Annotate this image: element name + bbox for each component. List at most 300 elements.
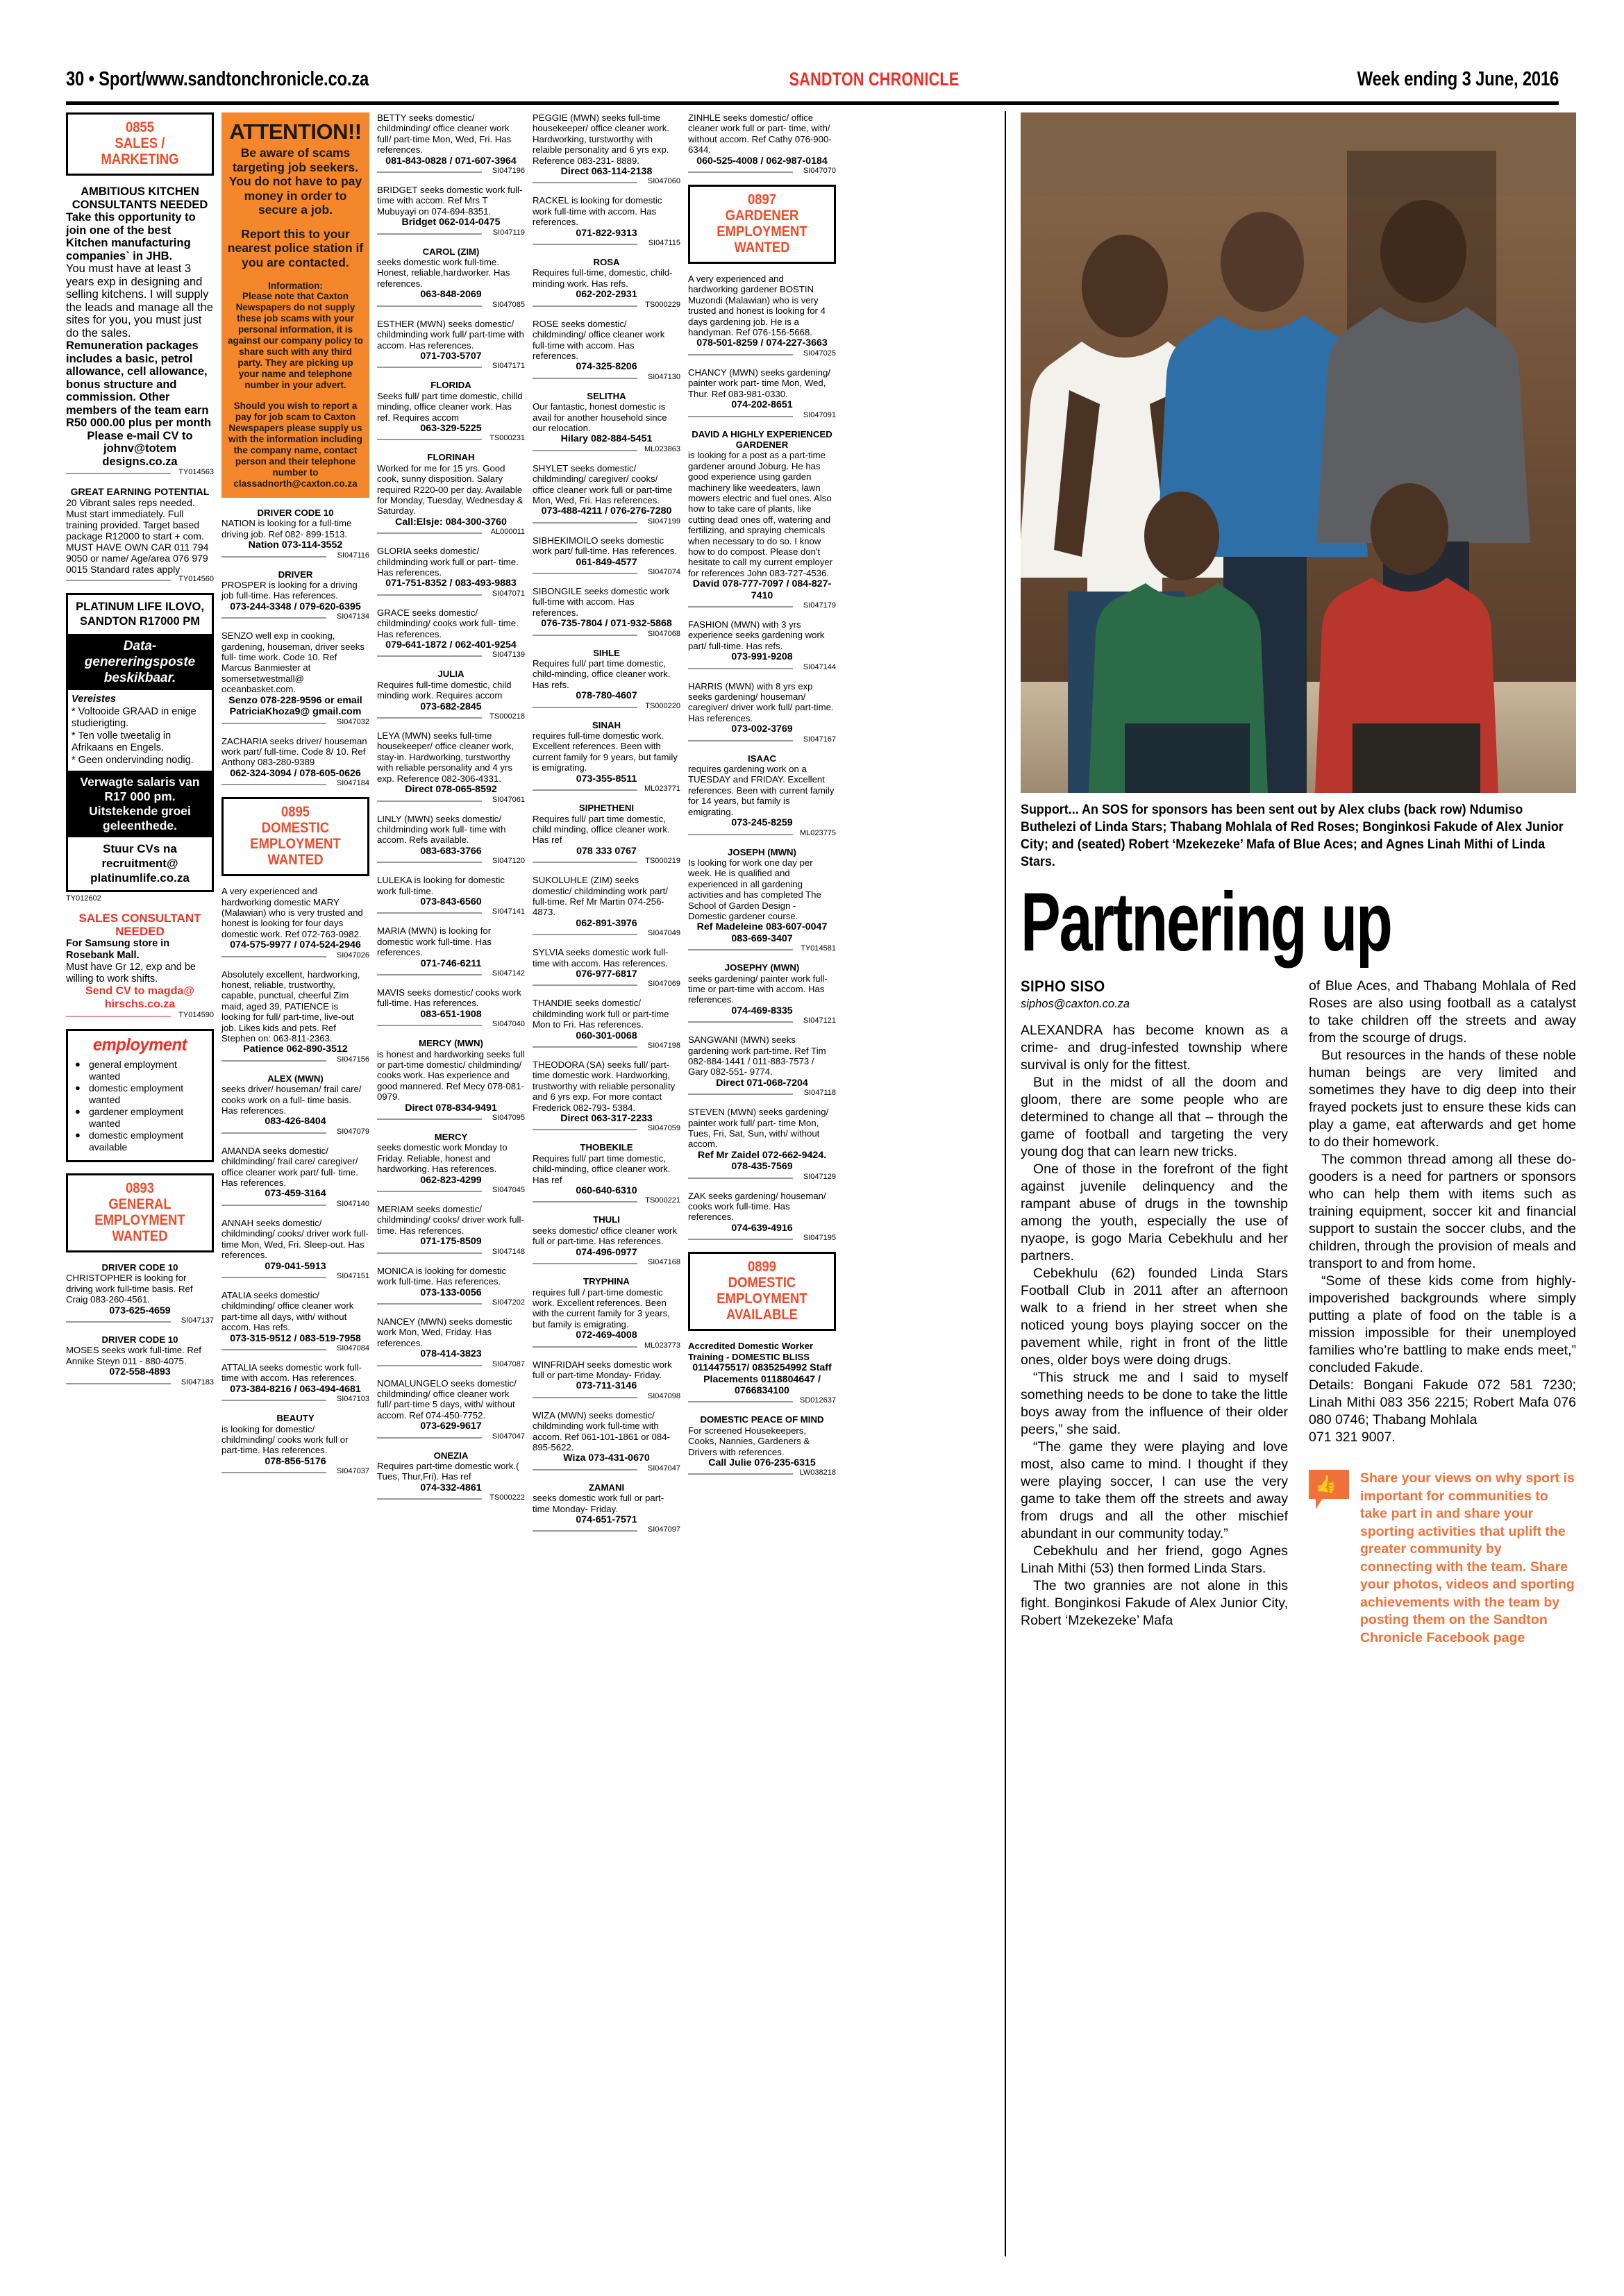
- ad-title: TRYPHINA: [583, 1276, 630, 1287]
- ad-bostin: [688, 274, 836, 358]
- ad-siphetheni: [533, 803, 680, 866]
- classifieds-column-5: [688, 112, 836, 2265]
- ad-reference: SI047199: [533, 517, 680, 526]
- section-header-0897: [688, 185, 836, 264]
- ad-reference: SI047069: [533, 980, 680, 989]
- ad-theodora: [533, 1059, 680, 1133]
- ad-title: JOSEPH (MWN): [728, 846, 796, 857]
- ad-title: JULIA: [437, 669, 464, 680]
- section-title: DOMESTIC EMPLOYMENT WANTED: [250, 820, 341, 869]
- ad-reference: SI047049: [533, 929, 680, 938]
- ad-thobekile: [533, 1142, 680, 1205]
- ad-phone: Direct 078-834-9491: [405, 1102, 497, 1114]
- ad-reference: ML023773: [533, 1341, 680, 1350]
- ad-driver-christopher: [66, 1262, 214, 1325]
- ad-body: seeks domestic/ office cleaner work full or part-time. Has references.: [533, 1225, 677, 1247]
- ad-requirement-3: * Geen ondervinding nodig.: [72, 754, 194, 766]
- ad-harris: [688, 681, 836, 744]
- ad-body: SIBHEKIMOILO seeks domestic work part/ full-time. Has references.: [533, 535, 678, 557]
- ad-phone: Ref Mr Zaidel 072-662-9424. 078-435-7569: [697, 1149, 827, 1173]
- ad-reference: SI047074: [533, 568, 680, 577]
- ad-phone: Ref Madeleine 083-607-0047 083-669-3407: [696, 921, 828, 944]
- ad-reference: SI047047: [377, 1432, 525, 1441]
- ad-david-gardener: [688, 429, 836, 611]
- ad-body: Requires part-time domestic work.( Tues, Thur,Fri). Has ref: [377, 1460, 519, 1482]
- ad-reference: TS000222: [377, 1493, 525, 1502]
- ad-body: WINFRIDAH seeks domestic work full or part-time Monday- Friday.: [533, 1359, 672, 1380]
- ad-mary: [221, 886, 369, 960]
- ad-title: DRIVER: [278, 569, 313, 580]
- ad-body: Requires full-time, domestic, child-minding work. Has refs.: [533, 267, 673, 289]
- ad-phone: Senzo 078-228-9596 or email PatriciaKhoza9@ gmail.com: [228, 694, 362, 718]
- ad-body: is honest and hardworking seeks full or part-time domestic/ childminding/ cooks work. Has experience and good mannered. Ref Mecy 078-081-0979.: [377, 1048, 525, 1103]
- ad-contact: Stuur CVs na recruitment@ platinumlife.co.za: [90, 842, 190, 885]
- section-header-0895: [221, 797, 369, 876]
- ad-contact: Send CV to magda@ hirschs.co.za: [85, 985, 194, 1010]
- ad-peggie: [533, 112, 680, 186]
- ad-reference: SI047068: [533, 630, 680, 639]
- ad-zak: [688, 1191, 836, 1243]
- ad-mavis: [377, 987, 525, 1029]
- ad-maria: [377, 925, 525, 978]
- ad-phone: 063-848-2069: [420, 289, 482, 301]
- article-paragraph: Cebekhulu (62) founded Linda Stars Football Club in 2011 after an afternoon walk to a friend in her street when she noticed young boys playing soccer on the pavement while, right in front of the little ones, older boys were doing drugs.: [1021, 1266, 1288, 1368]
- ad-reference: SI047079: [221, 1128, 369, 1137]
- ad-reference: SI047142: [377, 969, 525, 978]
- ad-reference: SI047129: [688, 1173, 836, 1182]
- ad-reference: SI047120: [377, 857, 525, 866]
- ad-phone: 083-651-1908: [420, 1008, 482, 1020]
- masthead-rule: [66, 101, 1559, 105]
- ad-selitha: [533, 391, 680, 454]
- ad-reference: ML023775: [688, 829, 836, 838]
- ad-body: FASHION (MWN) with 3 yrs experience seeks gardening work part/ full-time. Has refs.: [688, 619, 825, 651]
- ad-phone: 078-780-4607: [576, 690, 637, 702]
- ad-body: is looking for a post as a part-time gardener around Joburg. He has good experience using garden machinery like weedeaters, lawn mowers electric and fuel ones. Also how to take care of plants, like cutting dead ones off, watering and fertilizing, and spraying chemicals when necessary to do so. I know how to do compost. Please don't hesitate to call my current employer for references John 083-727-4536.: [688, 450, 833, 578]
- ad-phone: 073-002-3769: [731, 723, 793, 735]
- ad-phone: 078-501-8259 / 074-227-3663: [696, 337, 828, 349]
- ad-reference: TS000221: [533, 1196, 680, 1205]
- ad-title: THOBEKILE: [580, 1142, 633, 1153]
- ad-linly: [377, 814, 525, 866]
- ad-title: JOSEPHY (MWN): [724, 962, 800, 973]
- ad-leya: [377, 730, 525, 804]
- ad-body: GRACE seeks domestic/ childminding/ cooks work full- time. Has references.: [377, 607, 519, 639]
- ad-body: MOSES seeks work full-time. Ref Annike Steyn 011 - 880-4075.: [66, 1345, 201, 1366]
- article-paragraph: “Some of these kids come from highly-impoverished backgrounds where simply putting a plate of food on the table is a mission impossible for their unemployed families who’re battling to make ends meet,” concluded Fakude.: [1309, 1273, 1576, 1375]
- article-paragraph: The common thread among all these do-gooders is a need for partners or sponsors who can help them with items such as training equipment, soccer kit and financial support to sustain the soccer clubs, and the children, through the provision of meals and transport to and from home.: [1309, 1152, 1576, 1271]
- ad-title: ONEZIA: [433, 1450, 469, 1461]
- ad-body: A very experienced and hardworking domestic MARY (Malawian) who is very trusted and honest is looking for four days domestic work. Ref 072-763-0982.: [221, 886, 363, 939]
- ad-reference: SI047059: [533, 1124, 680, 1133]
- ad-phone: 073-711-3146: [576, 1380, 637, 1392]
- section-number: 0893: [125, 1180, 155, 1196]
- ad-phone: 083-426-8404: [265, 1116, 326, 1128]
- thumbs-up-speech-bubble-icon: 👍: [1309, 1470, 1352, 1506]
- ad-reference: SI047103: [221, 1395, 369, 1404]
- ad-body: seeks domestic work Monday to Friday. Reliable, honest and hardworking. Has references.: [377, 1142, 508, 1175]
- list-item: ● domestic employment available: [72, 1130, 208, 1153]
- article-paragraph: One of those in the forefront of the fight against juvenile delinquency and the rampant abuse of drugs in the township among the youth, especially the use of nyaope, is gogo Maria Cebekhulu and her partners.: [1021, 1162, 1288, 1264]
- ad-body: Requires full-time domestic, child minding work. Requires accom: [377, 679, 512, 701]
- ad-reference: SI047087: [377, 1360, 525, 1369]
- ad-phone: Direct 063-317-2233: [560, 1113, 653, 1125]
- ad-phone: 062-202-2931: [576, 289, 637, 301]
- section-number: 0895: [281, 804, 310, 821]
- ad-phone: Call Julie 076-235-6315: [708, 1457, 816, 1468]
- ad-wiza: [533, 1410, 680, 1473]
- ad-reference: TY012602: [66, 894, 101, 903]
- ad-reference: SI047196: [377, 167, 525, 176]
- classifieds-column-2: [221, 112, 369, 2265]
- ad-phone: 073-488-4211 / 076-276-7280: [541, 505, 672, 517]
- ad-phone: Patience 062-890-3512: [243, 1044, 348, 1055]
- ad-phone: 073-682-2845: [420, 701, 482, 712]
- ad-banner: Data-genereringsposte beskikbaar.: [68, 634, 212, 690]
- ad-joseph: [688, 847, 836, 954]
- ad-gloria: [377, 546, 525, 598]
- ad-reference: SI047098: [533, 1392, 680, 1401]
- ad-phone: 062-324-3094 / 078-605-0626: [230, 767, 361, 779]
- ad-body: MERIAM seeks domestic/ childminding/ cooks/ driver work full-time. Has references.: [377, 1204, 524, 1236]
- ad-requirement-2: * Ten volle tweetalig in Afrikaans en Engels.: [72, 730, 171, 753]
- article-paragraph: “This struck me and I said to myself something needs to be done to take the little boys away from the influence of their older peers,” she said.: [1021, 1370, 1288, 1437]
- ad-body: seeks driver/ houseman/ frail care/ cooks work on a full- time basis. Has references.: [221, 1084, 362, 1116]
- ad-rose: [533, 319, 680, 382]
- ad-fashion: [688, 619, 836, 672]
- ad-phone: 076-735-7804 / 071-932-5868: [541, 618, 672, 630]
- section-number: 0899: [747, 1259, 777, 1275]
- vertical-divider: [1005, 111, 1006, 2256]
- ad-phone: 060-640-6310: [576, 1185, 637, 1197]
- article-paragraph: “The game they were playing and love most, also came to mind. I thought if they were playing soccer, I can use the very game to take them off the streets and away from drugs and all the other mischief abundant in our community today.”: [1021, 1439, 1288, 1541]
- ad-nancey: [377, 1316, 525, 1369]
- ad-title: GREAT EARNING POTENTIAL: [70, 486, 210, 497]
- feature-photo: [1021, 112, 1576, 793]
- ad-rackel: [533, 195, 680, 248]
- ad-title: FLORINAH: [427, 452, 475, 463]
- section-number: 0855: [125, 119, 155, 135]
- ad-body: For screened Housekeepers, Cooks, Nannies, Gardeners & Drivers with references.: [688, 1425, 810, 1457]
- ad-phone: Hilary 082-884-5451: [560, 433, 653, 445]
- ad-body: BETTY seeks domestic/ childminding/ office cleaner work full/ part-time Mon, Wed, Fri. Has references.: [377, 112, 512, 156]
- ad-phone: 083-683-3766: [420, 845, 482, 857]
- attention-info-body: Please note that Caxton Newspapers do not supply these job scams with your personal information, it is against our company policy to share such with any third party. They are picking up your name and telephone number in your advert.: [227, 291, 364, 390]
- ad-reference: SI047115: [533, 239, 680, 248]
- article-headline: Partnering up: [1021, 875, 1391, 969]
- ad-mercy-mwn: [377, 1038, 525, 1123]
- ad-reference: SI047195: [688, 1234, 836, 1243]
- ad-steven: [688, 1107, 836, 1181]
- ad-sibongile: [533, 586, 680, 639]
- ad-phone: David 078-777-7097 / 084-827-7410: [692, 578, 832, 601]
- ad-reference: TY014581: [688, 944, 836, 953]
- ad-body: LULEKA is looking for domestic work full-time.: [377, 875, 505, 896]
- ad-reference: SI047183: [66, 1378, 214, 1387]
- ad-body: ESTHER (MWN) seeks domestic/ childminding work full/ part-time with accom. Has references.: [377, 318, 524, 351]
- ad-body: NATION is looking for a full-time driving job. Ref 082- 899-1513.: [221, 518, 352, 539]
- ad-body: 20 Vibrant sales reps needed. Must start immediately. Full training provided. Target based package R12000 to start + com. MUST HAVE OWN CAR 011 794 9050 or name/ Age/area 076 979 0015 Standard rates apply: [66, 497, 209, 575]
- ad-amanda: [221, 1146, 369, 1209]
- ad-grace: [377, 607, 525, 660]
- ad-nomalungelo: [377, 1378, 525, 1441]
- ad-body: Requires full/ part time domestic, child-minding, office cleaner work. Has refs.: [533, 658, 671, 690]
- ad-title: SIPHETHENI: [578, 803, 635, 814]
- list-item: ● general employment wanted: [72, 1059, 208, 1082]
- ad-body: requires full-time domestic work. Excellent references. Been with current family for 9 years, but family is emigrating.: [533, 730, 678, 773]
- ad-shylet: [533, 463, 680, 526]
- ad-phone: Direct 078-065-8592: [405, 784, 497, 796]
- ad-phone: 076-977-6817: [576, 968, 637, 980]
- ad-sinah: [533, 720, 680, 794]
- ad-contact: Please e-mail CV to johnv@totem designs.co.za: [87, 429, 193, 468]
- ad-title: CAROL (ZIM): [422, 246, 480, 257]
- ad-reference: LW038218: [688, 1468, 836, 1477]
- ad-winfridah: [533, 1359, 680, 1401]
- ad-annah: [221, 1218, 369, 1281]
- ad-reference: SI047198: [533, 1041, 680, 1050]
- ad-body: SHYLET seeks domestic/ childminding/ caregiver/ cooks/ office cleaner work full or part-time Mon, Wed, Fri. Has references.: [533, 462, 673, 505]
- ad-body: NOMALUNGELO seeks domestic/ childminding/ office cleaner work full/ part-time 5 days, with/ without accom. Ref 074-450-7752.: [377, 1377, 517, 1421]
- ad-betty: [377, 112, 525, 176]
- ad-body: CHANCY (MWN) seeks gardening/ painter work part- time Mon, Wed, Thur. Ref 083-981-0330.: [688, 367, 830, 399]
- list-item: ● gardener employment wanted: [72, 1106, 208, 1129]
- ad-body: PROSPER is looking for a driving job full-time. Has references.: [221, 580, 358, 601]
- ad-title: SIHLE: [593, 647, 620, 658]
- ad-phone: Nation 073-114-3552: [248, 539, 343, 551]
- ad-phone: 073-625-4659: [109, 1305, 171, 1316]
- attention-lead: Be aware of scams targeting job seekers. You do not have to pay money in order to secure a job.: [228, 146, 362, 217]
- ad-body: HARRIS (MWN) with 8 yrs exp seeks gardening/ houseman/ caregiver/ driver work full/ part-time. Has references.: [688, 680, 834, 723]
- ad-reference: SI047047: [533, 1464, 680, 1473]
- article-paragraph: ALEXANDRA has become known as a crime- and drug-infested township where survival is only for the fittest.: [1021, 1023, 1288, 1073]
- ad-body: RACKEL is looking for domestic work full-time with accom. Has references.: [533, 195, 662, 228]
- ad-phone: 081-843-0828 / 071-607-3964: [385, 155, 517, 167]
- attention-scam-warning-box: [221, 112, 369, 498]
- ad-reference: TS000219: [533, 857, 680, 866]
- ad-title: DRIVER CODE 10: [101, 1262, 178, 1273]
- ad-reference: SI047137: [66, 1316, 214, 1325]
- ad-bold-2: Remuneration packages includes a basic, petrol allowance, cell allowance, bonus structure and commission. Other members of the team earn R50 000.00 plus per month: [66, 340, 212, 429]
- ad-great-earning-potential: [66, 486, 214, 584]
- ad-reference: TS000229: [533, 301, 680, 310]
- ad-title: DRIVER CODE 10: [101, 1334, 178, 1346]
- attention-lead-2: Report this to your nearest police station if you are contacted.: [227, 226, 364, 269]
- ad-rosa: [533, 257, 680, 310]
- ad-body: SUKOLUHLE (ZIM) seeks domestic/ childminding work part/ full-time. Ref Mr Martin 074-256-4873.: [533, 875, 668, 918]
- ad-title: MERCY: [434, 1132, 468, 1143]
- ad-phone: Wiza 073-431-0670: [563, 1452, 650, 1464]
- article-paragraph: The two grannies are not alone in this fight. Bonginkosi Fakude of Alex Junior City, Robert ‘Mzekezeke’ Mafa: [1021, 1578, 1288, 1628]
- ad-reference: SI047202: [377, 1298, 525, 1307]
- ad-body: WIZA (MWN) seeks domestic/ childminding work full-time with accom. Ref 061-101-1861 or 084-895-5622.: [533, 1409, 670, 1452]
- ad-phone: 073-315-9512 / 083-519-7958: [230, 1332, 361, 1344]
- ad-julia: [377, 669, 525, 721]
- ad-phone: 078-856-5176: [265, 1455, 326, 1467]
- ad-body: Requires full/ part time domestic, child-minding, office cleaner work. Has ref: [533, 1153, 671, 1185]
- masthead: [66, 59, 1559, 99]
- ad-title: ZAMANI: [588, 1482, 625, 1493]
- ad-body: seeks domestic work full-time. Honest, reliable,hardworker. Has references.: [377, 257, 510, 289]
- ad-body: Seeks full/ part time domestic, chilld minding, office cleaner work. Has ref. Requires accom: [377, 390, 523, 423]
- masthead-date: Week ending 3 June, 2016: [1357, 67, 1559, 90]
- classifieds-column-4: [533, 112, 680, 2265]
- ad-title: ROSA: [593, 257, 620, 268]
- ad-bold: For Samsung store in Rosebank Mall.: [66, 938, 170, 961]
- ad-body: Worked for me for 15 yrs. Good cook, sunny disposition. Salary required R220-00 per day. Available for Monday, Tuesday, Wednesday & Saturday.: [377, 462, 524, 517]
- ad-onezia: [377, 1450, 525, 1503]
- ad-reference: SI047140: [221, 1200, 369, 1209]
- ad-body: AMANDA seeks domestic/ childminding/ frail care/ caregiver/ office cleaner work part/ full- time. Has references.: [221, 1145, 358, 1189]
- ad-phone: 074-325-8206: [576, 361, 637, 373]
- ad-phone: 078-414-3823: [420, 1348, 482, 1360]
- ad-title: DAVID A HIGHLY EXPERIENCED GARDENER: [692, 428, 832, 450]
- ad-phone: 073-629-9617: [420, 1421, 482, 1432]
- ad-phone: 074-575-9977 / 074-524-2946: [230, 939, 361, 951]
- ad-reference: SI047179: [688, 601, 836, 610]
- ad-phone: 073-459-3164: [265, 1188, 326, 1200]
- ad-body: ANNAH seeks domestic/ childminding/ cooks/ driver work full-time Mon, Wed, Fri. Sleep-out. Has references.: [221, 1217, 369, 1261]
- ad-carol: [377, 246, 525, 310]
- ad-reference: SI047168: [533, 1258, 680, 1267]
- ad-reference: SI047144: [688, 663, 836, 672]
- ad-reference: SI047040: [377, 1020, 525, 1029]
- ad-title: SALES CONSULTANT NEEDED: [78, 912, 201, 938]
- ad-phone: Direct 071-068-7204: [716, 1077, 808, 1089]
- ad-body: SANGWANI (MWN) seeks gardening work part-time. Ref Tim 082-884-1441 / 011-883-7573 / Gary 082-551- 9774.: [688, 1034, 826, 1078]
- ad-platinum-life: [66, 593, 214, 892]
- ad-luleka: [377, 875, 525, 916]
- ad-reference: SI047045: [377, 1186, 525, 1195]
- ad-sangwani: [688, 1034, 836, 1098]
- section-title: GENERAL EMPLOYMENT WANTED: [94, 1196, 185, 1244]
- ad-thuli: [533, 1214, 680, 1267]
- ad-body: Our fantastic, honest domestic is avail for another household since our relocation.: [533, 401, 667, 433]
- ad-heading: PLATINUM LIFE ILOVO, SANDTON R17000 PM: [76, 601, 204, 628]
- ad-reference: TS000231: [377, 434, 525, 443]
- ad-phone: 0114475517/ 0835254992 Staff Placements 0118804647 / 0766834100: [692, 1362, 832, 1396]
- ad-reference: TY014563: [66, 468, 214, 477]
- ad-title: DOMESTIC PEACE OF MIND: [700, 1414, 824, 1425]
- ad-reference: SI047148: [377, 1248, 525, 1257]
- ad-title: ALEX (MWN): [267, 1073, 324, 1084]
- ad-reference: TS000220: [533, 702, 680, 711]
- ad-reference: SI047130: [533, 373, 680, 382]
- ad-reference: SI047141: [377, 907, 525, 916]
- ad-phone: 062-823-4299: [420, 1174, 482, 1186]
- ad-reference: SI047084: [221, 1344, 369, 1353]
- ad-kitchen-consultant: [66, 185, 214, 477]
- ad-phone: 071-822-9313: [576, 227, 637, 239]
- ad-isaac: [688, 753, 836, 838]
- ad-title: SINAH: [592, 719, 621, 730]
- ad-reference: SI047171: [377, 362, 525, 371]
- ad-body: MAVIS seeks domestic/ cooks work full-time. Has references.: [377, 987, 521, 1009]
- ad-body: ZINHLE seeks domestic/ office cleaner work full or part- time, with/ without accom. Ref Cathy 076-900-6344.: [688, 112, 832, 156]
- ad-phone: 060-525-4008 / 062-987-0184: [696, 155, 828, 167]
- ad-attalia: [221, 1362, 369, 1404]
- ad-reference: TY014590: [66, 1011, 214, 1020]
- ad-body: THANDIE seeks domestic/ childminding work full or part-time Mon to Fri. Has references.: [533, 998, 669, 1030]
- ad-salary-banner: Verwagte salaris van R17 000 pm. Uitstekende groei geleenthede.: [68, 771, 212, 837]
- ad-reference: SI047118: [688, 1089, 836, 1098]
- ad-phone: 071-703-5707: [420, 350, 482, 362]
- ad-requirements-heading: Vereistes: [72, 694, 116, 705]
- ad-title: FLORIDA: [430, 380, 471, 391]
- ad-plain: Must have Gr 12, exp and be willing to work shifts.: [66, 962, 196, 984]
- section-header-0893: [66, 1173, 214, 1252]
- ad-alex: [221, 1073, 369, 1137]
- ad-reference: SI047025: [688, 349, 836, 358]
- ad-title: ISAAC: [747, 753, 777, 764]
- ad-sihle: [533, 648, 680, 711]
- ad-body: ATTALIA seeks domestic work full-time with accom. Has references.: [221, 1361, 362, 1384]
- ad-phone: Call:Elsje: 084-300-3760: [395, 516, 507, 528]
- ad-reference: SD012637: [688, 1396, 836, 1405]
- ad-reference: SI047151: [221, 1272, 369, 1281]
- ad-body: THEODORA (SA) seeks full/ part-time domestic work. Hardworking, trustworthy with reliable personality and 6 yrs exp. For more contact Frederick 082-793- 5384.: [533, 1059, 676, 1113]
- ad-body: ZAK seeks gardening/ houseman/ cooks work full-time. Has references.: [688, 1190, 826, 1223]
- ad-phone: 071-746-6211: [420, 957, 482, 969]
- ad-reference: SI047071: [377, 589, 525, 598]
- ad-body: ROSE seeks domestic/ childminding/ office cleaner work full-time with accom. Has references.: [533, 318, 665, 361]
- article-contact-details: Details: Bongani Fakude 072 581 7230; Linah Mithi 083 356 2215; Robert Mafa 076 080 0746; Thabang Mohlala: [1309, 1377, 1576, 1427]
- photo-caption: Support... An SOS for sponsors has been sent out by Alex clubs (back row) Ndumiso Buthelezi of Linda Stars; Thabang Mohlala of Red Roses; Bonginkosi Fakude of Alex Junior City; and (seated) Robert ‘Mzekezeke’ Mafa of Blue Aces; and Agnes Linah Mithi of Linda Stars.: [1021, 802, 1564, 869]
- ad-reference: SI047095: [377, 1114, 525, 1123]
- article-contact-details: 071 321 9007.: [1309, 1430, 1396, 1445]
- ad-phone: 073-244-3348 / 079-620-6395: [230, 601, 361, 612]
- ad-body: SENZO well exp in cooking, gardening, houseman, driver seeks full- time work. Code 10. Ref Marcus Banmiester at somersetwestmall@ oceanbasket.com.: [221, 630, 365, 695]
- ad-reference: SI047184: [221, 779, 369, 788]
- ad-reference: SI047070: [688, 167, 836, 176]
- ad-title: SELITHA: [587, 390, 626, 401]
- article-column-right: [1309, 978, 1576, 1647]
- ad-phone: 074-202-8651: [731, 399, 793, 411]
- ad-florinah: [377, 452, 525, 537]
- ad-body: A very experienced and hardworking gardener BOSTIN Muzondi (Malawian) who is very trusted and honest is looking for 4 days gardening job. He is a handyman. Ref 076-156-5668.: [688, 274, 826, 338]
- attention-info-body-2: Should you wish to report a pay for job scam to Caxton Newspapers please supply us with the information including the company name, contact person and their telephone number to classadnorth@caxton.co.za: [228, 401, 362, 489]
- ad-senzo: [221, 630, 369, 726]
- ad-bridget: [377, 185, 525, 237]
- ad-phone: 073-355-8511: [576, 773, 637, 785]
- ad-reference: SI047097: [533, 1525, 680, 1534]
- ad-phone: 060-301-0068: [576, 1030, 637, 1041]
- ad-josephy: [688, 962, 836, 1025]
- ad-requirement-1: * Voltooide GRAAD in enige studierigting.: [72, 705, 196, 729]
- ad-phone: 079-641-1872 / 062-401-9254: [385, 639, 517, 651]
- ad-florida: [377, 380, 525, 443]
- ad-body: PEGGIE (MWN) seeks full-time housekeeper/ office cleaner work. Hardworking, turstworthy with relaible personality and 6 yrs exp. Reference 083-231- 8889.: [533, 112, 669, 166]
- ad-patience: [221, 969, 369, 1064]
- ad-phone: 071-751-8352 / 083-493-9883: [385, 578, 517, 589]
- share-views-text: Share your views on why sport is important for communities to take part in and share your sporting activities that uplift the greater community by connecting with the team. Share your photos, videos and sporting achievements with the team by posting them on the Sandton Chronicle Facebook page: [1360, 1470, 1575, 1645]
- feature-photo-image: [1021, 112, 1576, 793]
- ad-reference: ML023863: [533, 445, 680, 454]
- ad-body: Requires full/ part time domestic, child minding, office cleaner work. Has ref: [533, 813, 670, 846]
- ad-body: BRIDGET seeks domestic work full-time with accom. Ref Mrs T Mubuyayi on 074-694-8351.: [377, 185, 523, 217]
- ad-body: MONICA is looking for domestic work full-time. Has references.: [377, 1265, 507, 1287]
- ad-thandie: [533, 998, 680, 1050]
- ad-phone: 073-245-8259: [731, 817, 793, 829]
- ad-driver-moses: [66, 1334, 214, 1387]
- ad-body: NANCEY (MWN) seeks domestic work Mon, Wed, Friday. Has references.: [377, 1316, 512, 1348]
- ad-title: BEAUTY: [276, 1413, 315, 1424]
- ad-mercy: [377, 1132, 525, 1195]
- article-paragraph: But in the midst of all the doom and gloom, there are some people who are determined to change all that – through the game of football and targeting the very young dog that can learn new tricks.: [1021, 1075, 1288, 1159]
- ad-body: MARIA (MWN) is looking for domestic work full-time. Has references.: [377, 925, 492, 958]
- ad-phone: 062-891-3976: [576, 917, 637, 929]
- ad-reference: TS000218: [377, 712, 525, 721]
